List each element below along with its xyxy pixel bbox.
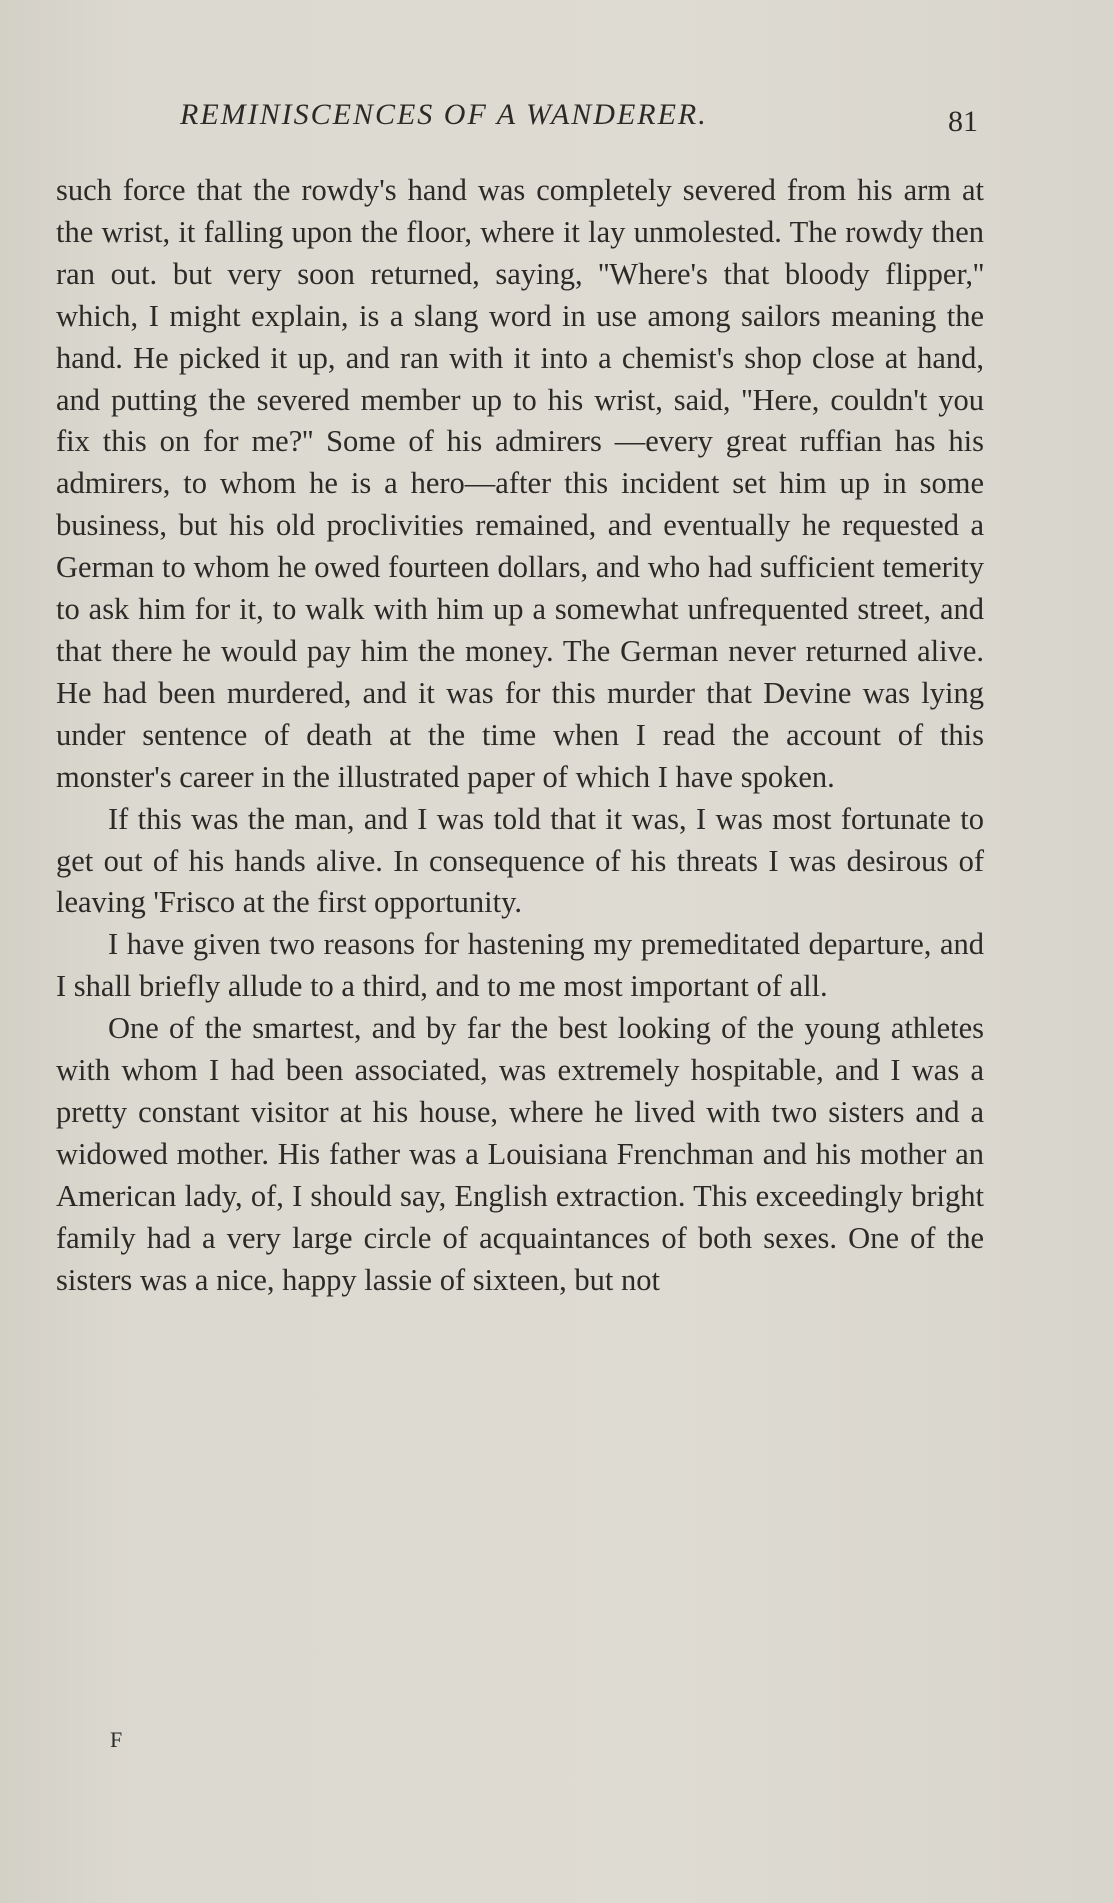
paragraph: I have given two reasons for hastening my premeditated departure, and I shall briefly allude to a third, and to me most important of all. xyxy=(56,927,984,1004)
paragraph: One of the smartest, and by far the best looking of the young athletes with whom I had been associated, was extremely hospitable, and I was a pretty constant visitor at his house, where he lived with two sisters and a widowed mother. His father was a Louisiana Frenchman and his mother an American lady, of, I should say, English extraction. This exceedingly bright family had a very large circle of acquaintances of both sexes. One of the sisters was a nice, happy lassie of sixteen, but not xyxy=(56,1011,984,1297)
paragraph: If this was the man, and I was told that it was, I was most fortunate to get out of his hands alive. In consequence of his threats I was desirous of leaving 'Frisco at the first opportunity. xyxy=(56,801,984,920)
page-number: 81 xyxy=(948,105,978,138)
paragraph-continued: such force that the rowdy's hand was completely severed from his arm at the wrist, it falling upon the floor, where it lay unmolested. The rowdy then ran out. but very soon returned, saying, ''Where's that bloody flipper,'' which, I might explain, is a slang word in use among sailors meaning the hand. He picked it up, and ran with it into a chemist's shop close at hand, and putting the severed member up to his wrist, said, ''Here, couldn't you fix this on for me?'' Some of his admirers —every great ruffian has his admirers, to whom he is a hero—after this incident set him up in some business, but his old proclivities remained, and eventually he requested a German to whom he owed fourteen dollars, and who had sufficient temerity to ask him for it, to walk with him up a somewhat unfrequented street, and that there he would pay him the money. The German never returned alive. He had been murdered, and it was for this murder that Devine was lying under sentence of death at the time when I read the account of this monster's career in the illustrated paper of which I have spoken. xyxy=(56,173,984,794)
body-text xyxy=(56,170,984,1301)
running-head: REMINISCENCES OF A WANDERER. xyxy=(180,98,708,131)
signature-mark: F xyxy=(110,1727,123,1752)
